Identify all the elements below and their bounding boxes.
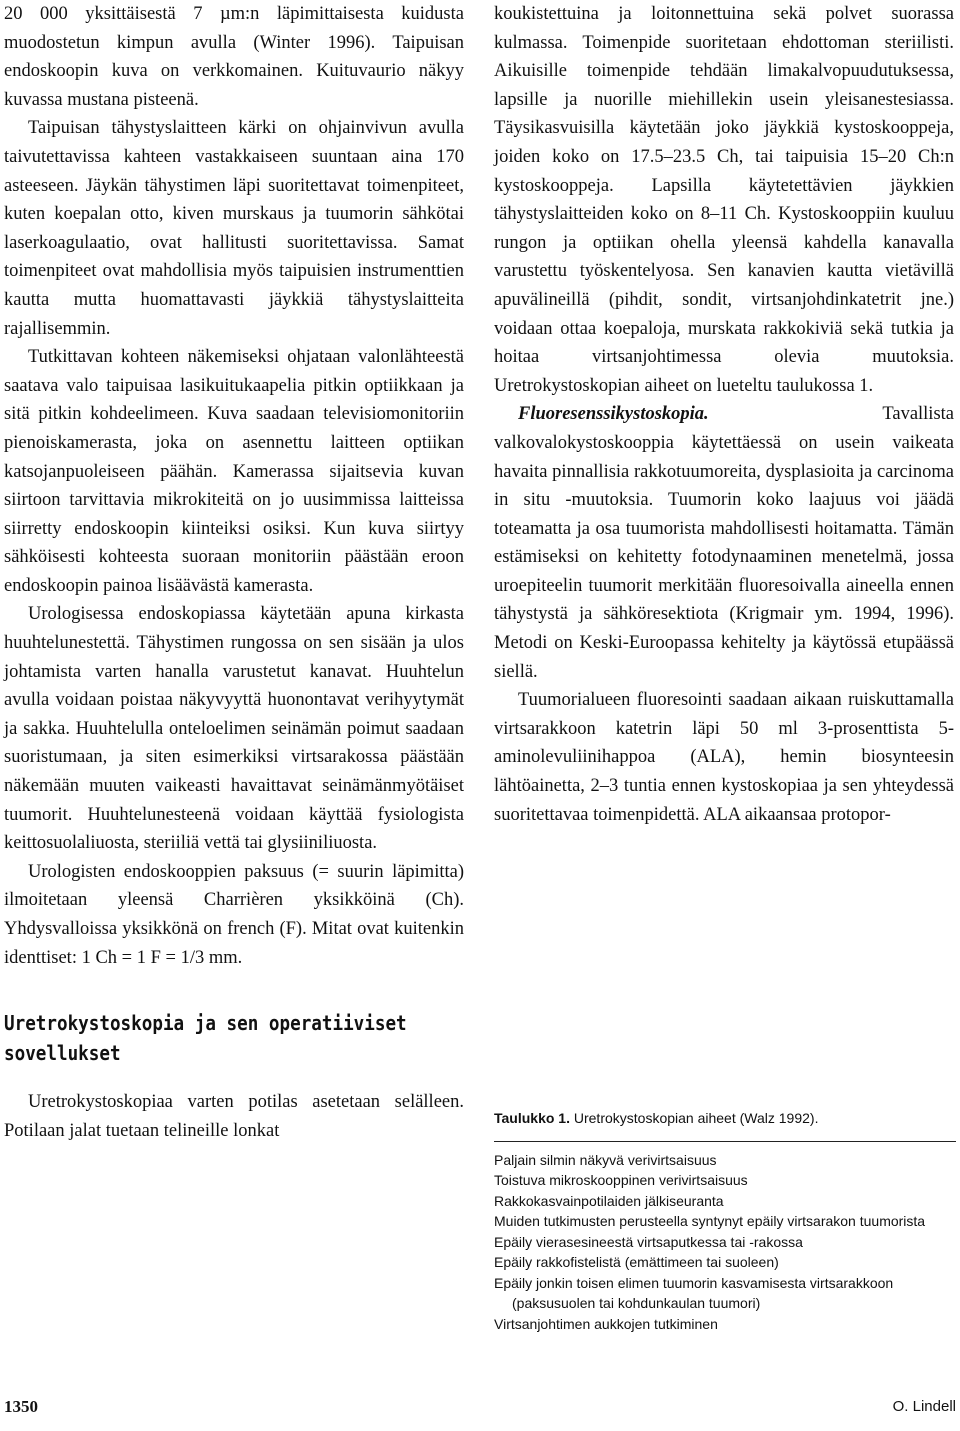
body-paragraph xyxy=(494,400,954,686)
table-rows xyxy=(494,1150,956,1335)
table-row: Toistuva mikroskooppinen verivirtsaisuus xyxy=(494,1172,748,1188)
table-caption xyxy=(494,1108,956,1129)
table-row: Epäily jonkin toisen elimen tuumorin kasvamisesta virtsarakkoon (paksusuolen tai kohdunkaulan tuumori) xyxy=(494,1274,894,1311)
table-rule xyxy=(494,1141,956,1142)
left-column xyxy=(4,0,464,1145)
run-in-text: Tavallista valkovalokystoskooppia käytettäessä on usein vaikeata havaita pinnallisia rakkotuumoreita, dysplasioita ja carcinoma in situ -muutoksia. Tuumorin koko laajuus voi jäädä toteamatta ja osa tuumorista mahdollisesti hoitamatta. Tämän estämiseksi on kehitetty fotodynaaminen menetelmä, jossa uroepiteelin tuumorit merkitään fluoresoivalla aineella ennen tähystystä ja sähköresektiota (Krigmair ym. 1994, 1996). Metodi on Keski-Euroopassa kehitelty ja käytössä etupäässä siellä. xyxy=(494,404,954,682)
body-paragraph: Urologisessa endoskopiassa käytetään apuna kirkasta huuhtelunestettä. Tähystimen rungossa on sen sisään ja ulos johtamista varten hanalla varustetut kanavat. Huuhtelun avulla voidaan poistaa näkyvyyttä huonontavat verihyytymät ja sakka. Huuhtelulla onteloelimen seinämän poimut saadaan suoristumaan, ja siten esimerkiksi virtsarakossa päästään näkemään muuten vaikeasti havaittavat seinämänmyötäiset tuumorit. Huuhtelunesteenä voidaan käyttää fysiologista keittosuolaliuosta, steriiliä vettä tai glysiiniliuosta. xyxy=(4,604,464,854)
body-paragraph: 20 000 yksittäisestä 7 µm:n läpimittaisesta kuidusta muodostetun kimpun avulla (Winter 1996). Taipuisan endoskoopin kuva on verkkomainen. Kuituvaurio näkyy kuvassa mustana pisteenä. xyxy=(4,4,464,110)
table-row: Rakkokasvainpotilaiden jälkiseuranta xyxy=(494,1192,724,1209)
page-number: 1350 xyxy=(4,1397,38,1416)
table-label: Taulukko 1. xyxy=(494,1110,570,1126)
run-in-heading: Fluoresenssikystoskopia. xyxy=(518,404,709,425)
table-row: Paljain silmin näkyvä verivirtsaisuus xyxy=(494,1151,717,1168)
body-paragraph: Urologisten endoskooppien paksuus (= suurin läpimitta) ilmoitetaan yleensä Charrièren yksikköinä (Ch). Yhdysvalloissa yksikkönä on french (F). Mitat ovat kuitenkin identtiset: 1 Ch = 1 F = 1/3 mm. xyxy=(4,861,464,968)
table-row: Virtsanjohtimen aukkojen tutkiminen xyxy=(494,1315,718,1332)
table-row: Muiden tutkimusten perusteella syntynyt epäily virtsarakon tuumorista xyxy=(494,1213,926,1229)
body-paragraph: Uretrokystoskopiaa varten potilas asetetaan selälleen. Potilaan jalat tuetaan telineille lonkat xyxy=(4,1092,464,1141)
body-paragraph: koukistettuina ja loitonnettuina sekä polvet suorassa kulmassa. Toimenpide suoritetaan ehdottoman steriilisti. Aikuisille toimenpide tehdään limakalvopuudutuksessa, lapsille ja nuorille miehillekin usein yleisanestesiassa. Täysikasvuisilla käytetään joko jäykkiä kystoskooppeja, joiden koko on 17.5–23.5 Ch, tai taipuisia 15–20 Ch:n kystoskooppeja. Lapsilla käytetettävien jäykkien tähystyslaitteiden koko on 8–11 Ch. Kystoskooppiin kuuluu rungon ja optiikan ohella yleensä kahdella kanavalla varustettu työskentelyosa. Sen kanavien kautta vietävillä apuvälineillä (pihdit, sondit, virtsanjohdinkatetrit jne.) voidaan ottaa koepaloja, murskata rakkokiviä sekä tutkia ja hoitaa virtsanjohtimessa olevia muutoksia. Uretrokystoskopian aiheet on lueteltu taulukossa 1. xyxy=(494,4,954,396)
table-row: Epäily vierasesineestä virtsaputkessa tai -rakossa xyxy=(494,1233,803,1250)
section-heading: Uretrokystoskopia ja sen operatiiviset sovellukset xyxy=(4,1011,407,1066)
table-caption-text: Uretrokystoskopian aiheet (Walz 1992). xyxy=(573,1110,819,1126)
body-paragraph: Taipuisan tähystyslaitteen kärki on ohjainvivun avulla taivutettavissa kahteen vastakkaiseen suuntaan aina 170 asteeseen. Jäykän tähystimen läpi suoritettavat toimenpiteet, kuten koepalan otto, kiven murskaus ja tuumorin sähkötai laserkoagulaatio, ovat hallitusti suoritettavissa. Samat toimenpiteet ovat mahdollisia myös taipuisien instrumenttien kautta mutta huomattavasti jäykkiä tähystyslaitteita rajallisemmin. xyxy=(4,118,464,339)
table-1 xyxy=(494,1108,956,1334)
running-author: O. Lindell xyxy=(892,1398,956,1415)
table-row: Epäily rakkofistelistä (emättimeen tai suoleen) xyxy=(494,1254,779,1270)
body-paragraph: Tutkittavan kohteen näkemiseksi ohjataan valonlähteestä saatava valo taipuisaa lasikuitukaapelia pitkin optiikkaan ja sitä pitkin kohdeelimeen. Kuva saadaan televisiomonitoriin pienoiskamerasta, joka on asennettu laitteen optiikan katsojanpuoleiseen päähän. Kamerassa sijaitsevia kuvan siirtoon tarvittavia mikrokiteitä on jo uusimmissa laitteissa siirretty endoskoopin kiinteiksi osiksi. Kun kuva siirtyy sähköisesti kohteesta suoraan monitoriin päästään eroon endoskoopin painoa lisäävästä kamerasta. xyxy=(4,347,464,596)
body-paragraph: Tuumorialueen fluoresointi saadaan aikaan ruiskuttamalla virtsarakkoon katetrin läpi 50 ml 3-prosenttista 5-aminolevuliinihappoa (ALA), hemin biosynteesin lähtöainetta, 2–3 tuntia ennen kystoskopiaa ja sen yhteydessä suoritettavaa toimenpidettä. ALA aikaansaa protopor- xyxy=(494,690,954,825)
right-column xyxy=(494,0,954,829)
